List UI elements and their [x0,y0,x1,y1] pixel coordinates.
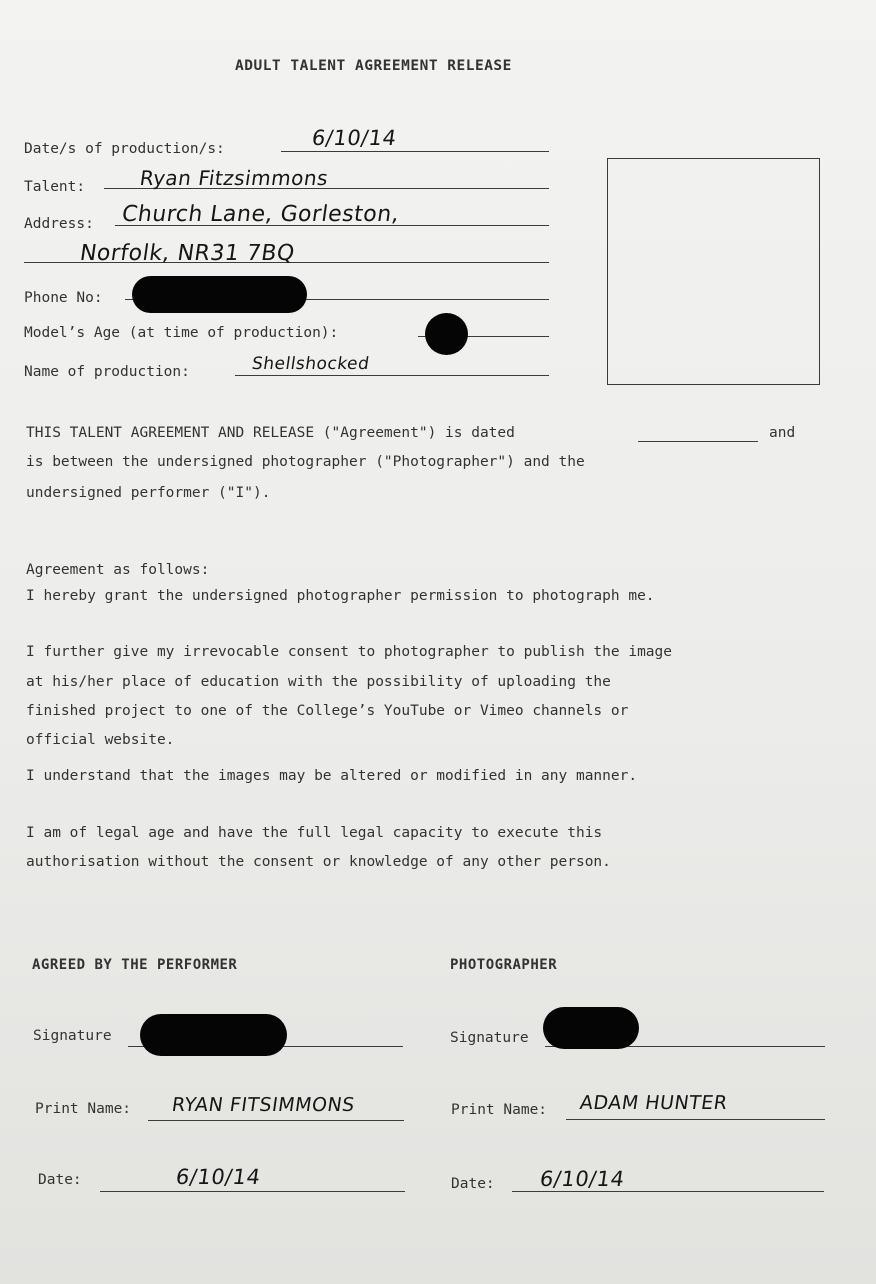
photo-box [607,158,820,385]
agreement-para-3: I understand that the images may be altered or modified in any manner. [26,768,638,784]
production-label: Name of production: [24,364,190,380]
agreement-para-1: I hereby grant the undersigned photographer permission to photograph me. [26,588,655,604]
age-label: Model’s Age (at time of production): [24,325,339,341]
agreement-para-4-line: I am of legal age and have the full legal capacity to execute this [26,825,603,841]
photographer-date-handwritten: 6/10/14 [538,1167,627,1191]
photographer-date-line [512,1191,824,1192]
agreement-para-2-line: at his/her place of education with the possibility of uploading the [26,674,611,690]
photographer-signature-redaction [543,1007,639,1049]
intro-and: and [769,425,796,441]
talent-label: Talent: [24,179,86,195]
phone-redaction [132,276,307,313]
performer-signature-label: Signature [33,1028,112,1044]
intro-date-line [638,441,758,442]
performer-heading: AGREED BY THE PERFORMER [32,957,238,973]
address-label: Address: [24,216,94,232]
intro-line-2: is between the undersigned photographer ("Photographer") and the [26,454,585,470]
date-handwritten: 6/10/14 [310,126,399,150]
production-handwritten: Shellshocked [250,354,371,374]
agreement-para-2-line: finished project to one of the College’s YouTube or Vimeo channels or [26,703,629,719]
agreement-para-2-line: official website. [26,732,175,748]
date-line [281,151,549,152]
date-label: Date/s of production/s: [24,141,225,157]
age-redaction [425,313,468,355]
performer-signature-redaction [140,1014,287,1056]
document-title: ADULT TALENT AGREEMENT RELEASE [235,58,512,74]
performer-print-line [148,1120,404,1121]
photographer-print-label: Print Name: [451,1102,548,1118]
performer-date-handwritten: 6/10/14 [174,1165,263,1189]
performer-print-label: Print Name: [35,1101,132,1117]
photographer-signature-label: Signature [450,1030,529,1046]
performer-date-label: Date: [38,1172,82,1188]
performer-print-handwritten: RYAN FITSIMMONS [170,1094,357,1116]
intro-line-3: undersigned performer ("I"). [26,485,271,501]
photographer-print-line [566,1119,825,1120]
agreement-para-2-line: I further give my irrevocable consent to photographer to publish the image [26,644,673,660]
address-handwritten-2: Norfolk, NR31 7BQ [78,241,297,266]
phone-label: Phone No: [24,290,103,306]
photographer-heading: PHOTOGRAPHER [450,957,558,973]
photographer-date-label: Date: [451,1176,495,1192]
talent-handwritten: Ryan Fitzsimmons [138,166,330,190]
agreement-heading: Agreement as follows: [26,562,210,578]
photographer-print-handwritten: ADAM HUNTER [578,1092,729,1114]
intro-line-1: THIS TALENT AGREEMENT AND RELEASE ("Agreement") is dated [26,425,515,441]
address-handwritten-1: Church Lane, Gorleston, [120,202,401,227]
production-line [235,375,549,376]
agreement-para-4-line: authorisation without the consent or knowledge of any other person. [26,854,611,870]
performer-date-line [100,1191,405,1192]
